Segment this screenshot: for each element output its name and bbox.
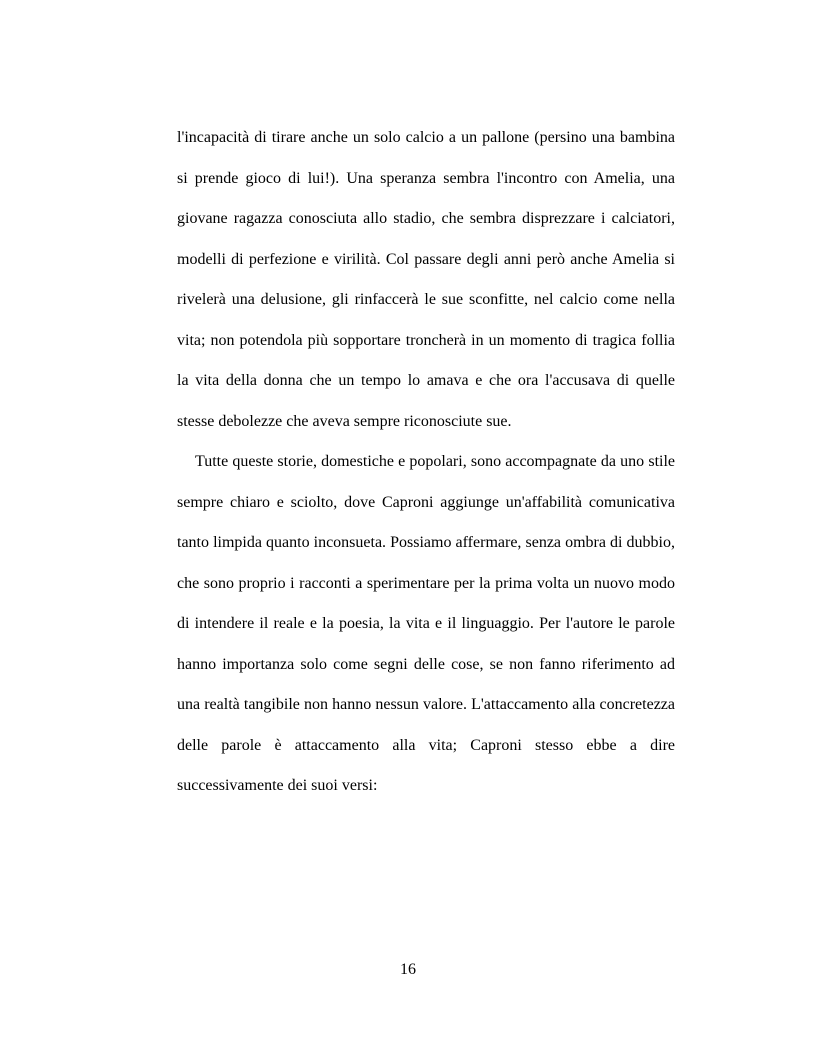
- paragraph-1: l'incapacità di tirare anche un solo calcio a un pallone (persino una bambina si prende gioco di lui!). Una speranza sembra l'incontro con Amelia, una giovane ragazza conosciuta allo stadio, che sembra disprezzare i calciatori, modelli di perfezione e virilità. Col passare degli anni però anche Amelia si rivelerà una delusione, gli rinfaccerà le sue sconfitte, nel calcio come nella vita; non potendola più sopportare troncherà in un momento di tragica follia la vita della donna che un tempo lo amava e che ora l'accusava di quelle stesse debolezze che aveva sempre riconosciute sue.: [177, 129, 675, 430]
- paragraph-2: Tutte queste storie, domestiche e popolari, sono accompagnate da uno stile sempre chiaro e sciolto, dove Caproni aggiunge un'affabilità comunicativa tanto limpida quanto inconsueta. Possiamo affermare, senza ombra di dubbio, che sono proprio i racconti a sperimentare per la prima volta un nuovo modo di intendere il reale e la poesia, la vita e il linguaggio. Per l'autore le parole hanno importanza solo come segni delle cose, se non fanno riferimento ad una realtà tangibile non hanno nessun valore. L'attaccamento alla concretezza delle parole è attaccamento alla vita; Caproni stesso ebbe a dire successivamente dei suoi versi:: [177, 453, 675, 794]
- body-text: [177, 118, 675, 807]
- page-number: 16: [400, 961, 416, 978]
